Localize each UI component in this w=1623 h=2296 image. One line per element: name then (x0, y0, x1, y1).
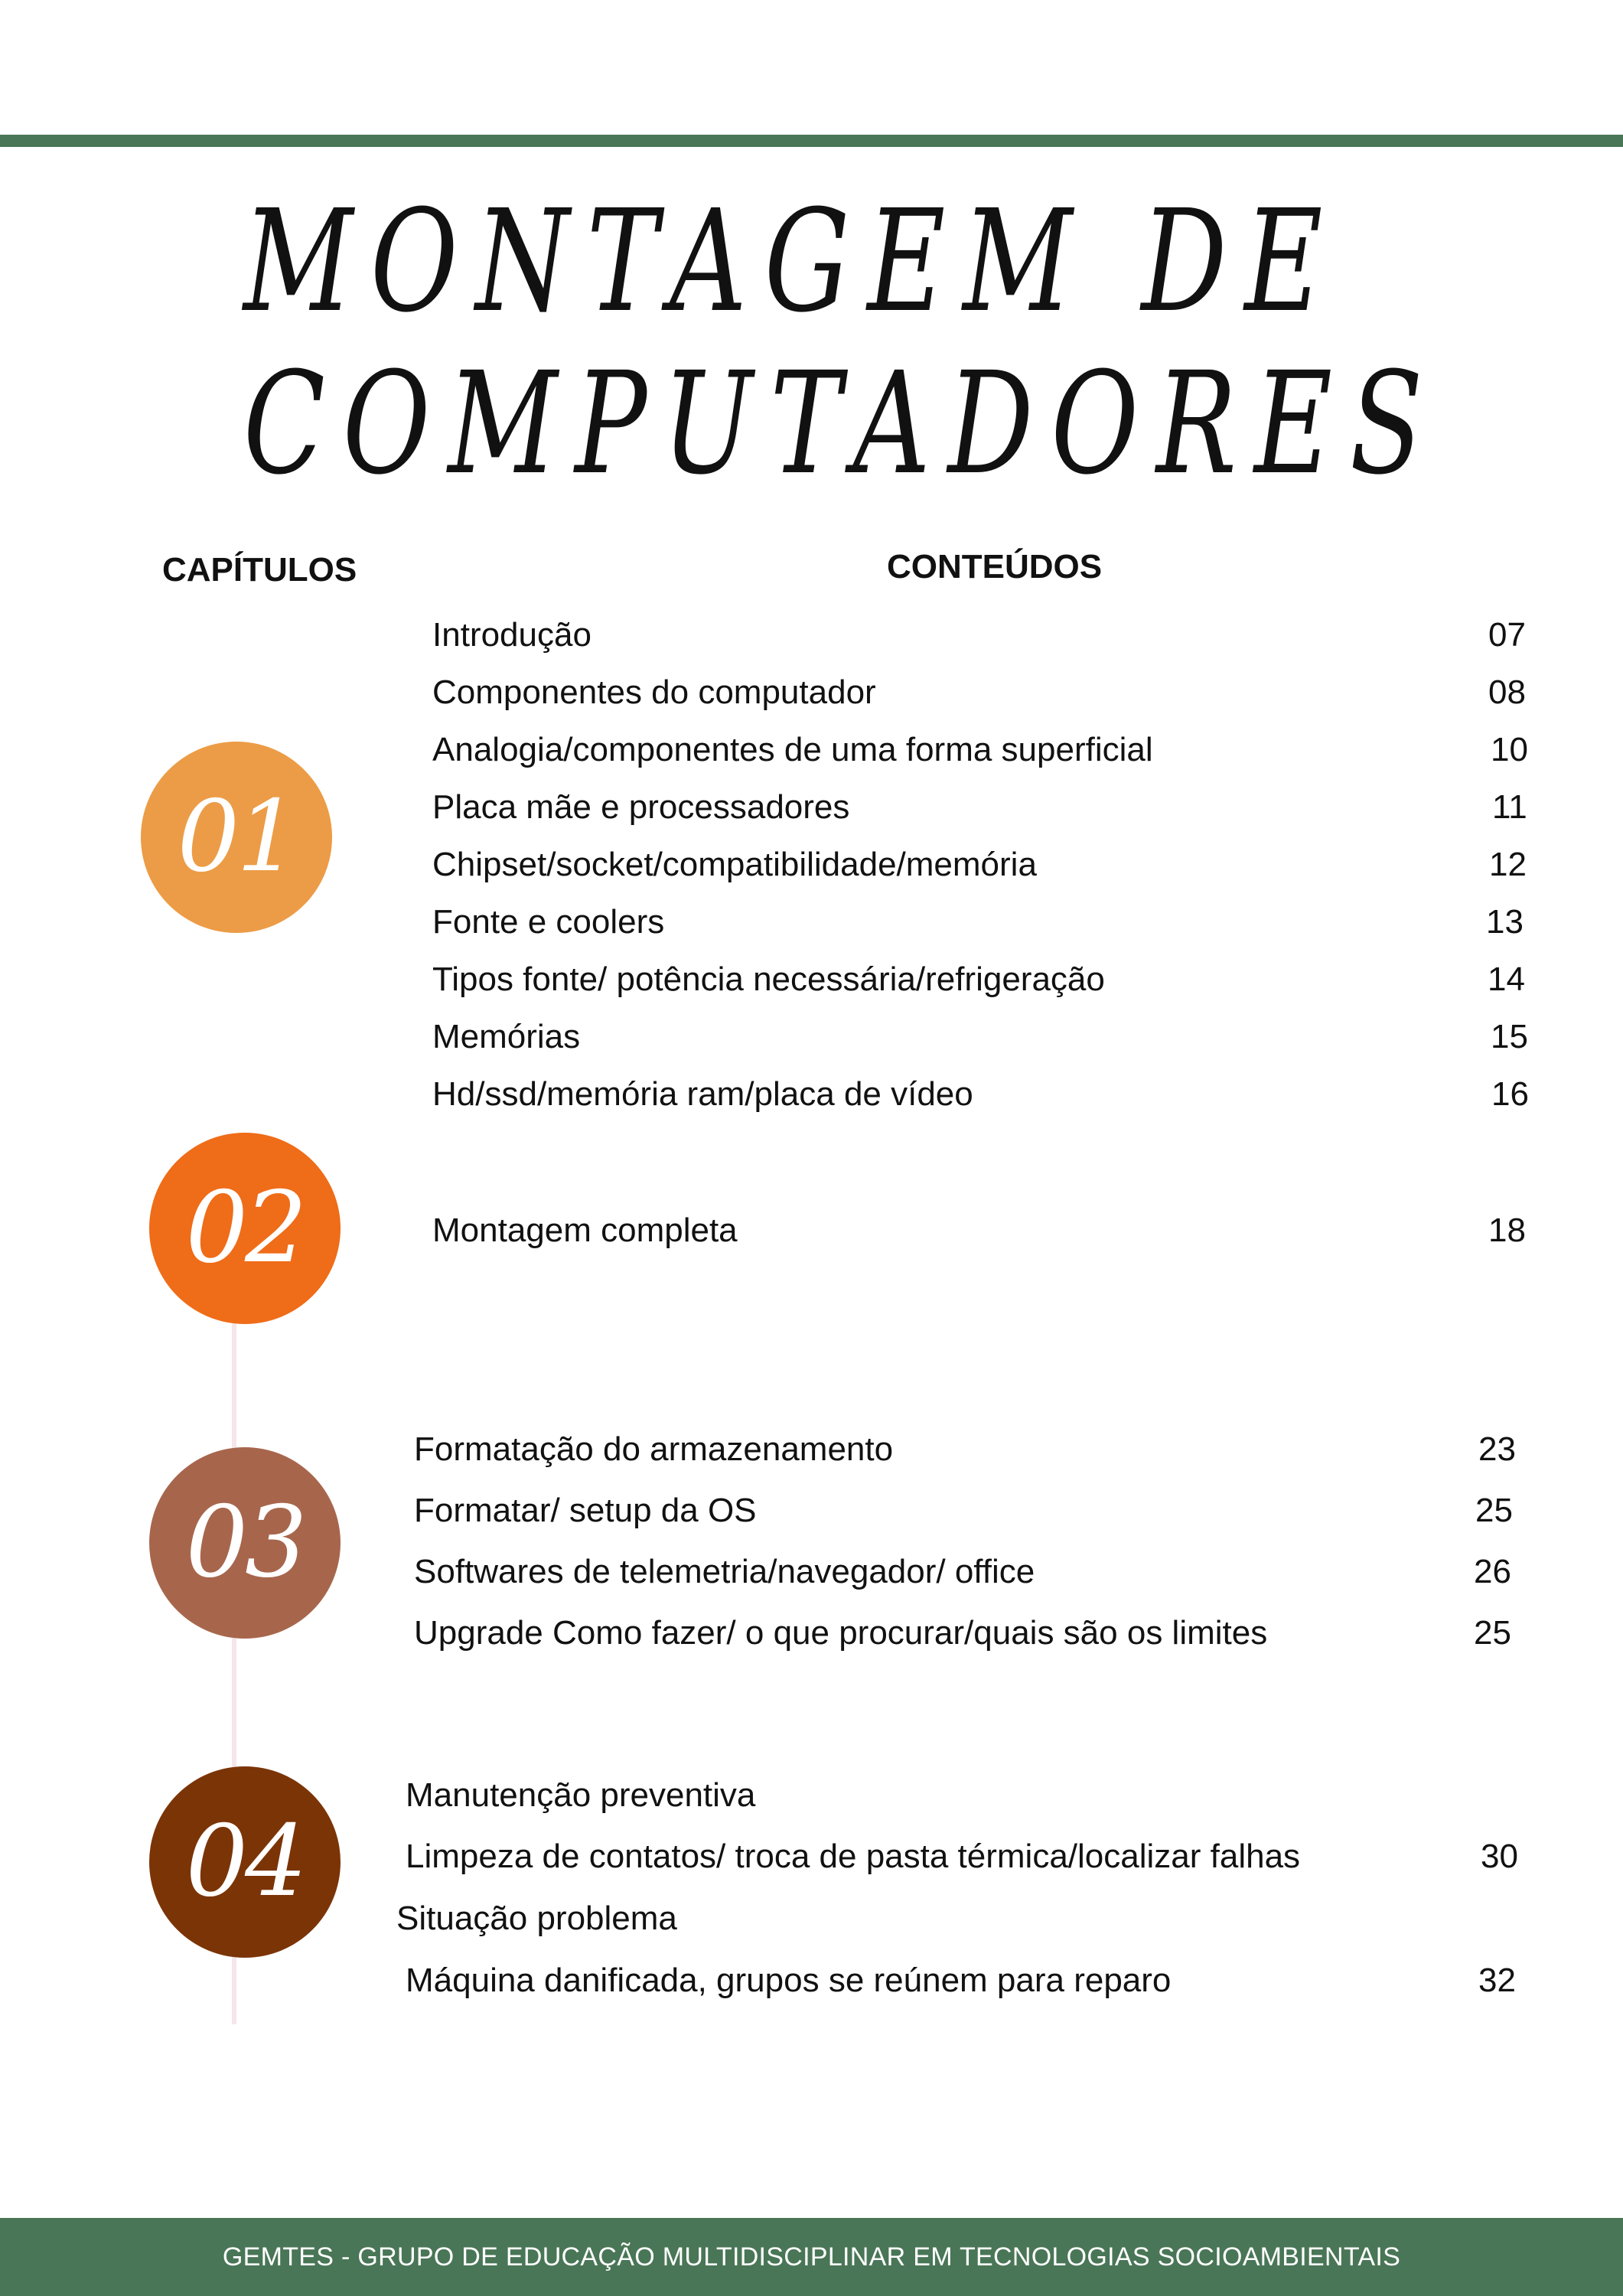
title-line-1: MONTAGEM DE (243, 180, 1341, 344)
toc-page: 25 (1474, 1614, 1511, 1652)
chapter-03-number: 03 (185, 1486, 305, 1600)
toc-page: 26 (1474, 1553, 1511, 1590)
toc-entry: Situação problema (396, 1900, 677, 1937)
contents-header: CONTEÚDOS (887, 548, 1103, 585)
toc-entry: Placa mãe e processadores (432, 788, 850, 826)
toc-page: 07 (1488, 616, 1526, 654)
toc-entry: Formatar/ setup da OS (414, 1492, 757, 1529)
toc-entry: Analogia/componentes de uma forma superficial (432, 731, 1153, 768)
toc-page: 30 (1481, 1838, 1518, 1875)
footer-text: GEMTES - GRUPO DE EDUCAÇÃO MULTIDISCIPLINAR EM TECNOLOGIAS SOCIOAMBIENTAIS (222, 2242, 1401, 2272)
footer-bar (0, 2218, 1623, 2296)
toc-entry: Fonte e coolers (432, 903, 665, 941)
toc-entry: Upgrade Como fazer/ o que procurar/quais são os limites (414, 1614, 1268, 1652)
toc-page: 08 (1488, 673, 1526, 711)
toc-entry: Chipset/socket/compatibilidade/memória (432, 846, 1037, 883)
toc-page: 10 (1491, 731, 1528, 768)
toc-page: 11 (1492, 788, 1527, 826)
title-line-2: COMPUTADORES (243, 342, 1441, 506)
toc-page: 16 (1491, 1075, 1529, 1113)
toc-page: 25 (1475, 1492, 1513, 1529)
chapter-01-badge (141, 742, 332, 933)
toc-entry: Manutenção preventiva (406, 1776, 756, 1814)
chapter-04-badge (149, 1766, 341, 1958)
chapter-04-number: 04 (185, 1805, 305, 1919)
toc-entry: Introdução (432, 616, 592, 654)
toc-page: 14 (1488, 960, 1525, 998)
toc-entry: Softwares de telemetria/navegador/ office (414, 1553, 1035, 1590)
toc-entry: Limpeza de contatos/ troca de pasta térmica/localizar falhas (406, 1838, 1301, 1875)
chapters-header: CAPÍTULOS (162, 551, 357, 589)
toc-page: 15 (1491, 1018, 1528, 1055)
toc-entry: Montagem completa (432, 1212, 738, 1249)
toc-entry: Formatação do armazenamento (414, 1430, 894, 1468)
toc-entry: Memórias (432, 1018, 581, 1055)
chapter-02-badge (149, 1133, 341, 1324)
toc-page: 18 (1488, 1212, 1526, 1249)
toc-entry: Hd/ssd/memória ram/placa de vídeo (432, 1075, 973, 1113)
toc-entry: Máquina danificada, grupos se reúnem para reparo (406, 1962, 1172, 1999)
toc-page: 32 (1478, 1962, 1516, 1999)
toc-entry: Componentes do computador (432, 673, 876, 711)
chapter-03-badge (149, 1447, 341, 1639)
chapter-02-number: 02 (185, 1171, 305, 1285)
toc-page: 23 (1478, 1430, 1516, 1468)
toc-page: 13 (1486, 903, 1524, 941)
chapter-01-number: 01 (177, 780, 296, 894)
toc-page: 12 (1489, 846, 1527, 883)
toc-entry: Tipos fonte/ potência necessária/refrigeração (432, 960, 1105, 998)
top-rule (0, 135, 1623, 147)
